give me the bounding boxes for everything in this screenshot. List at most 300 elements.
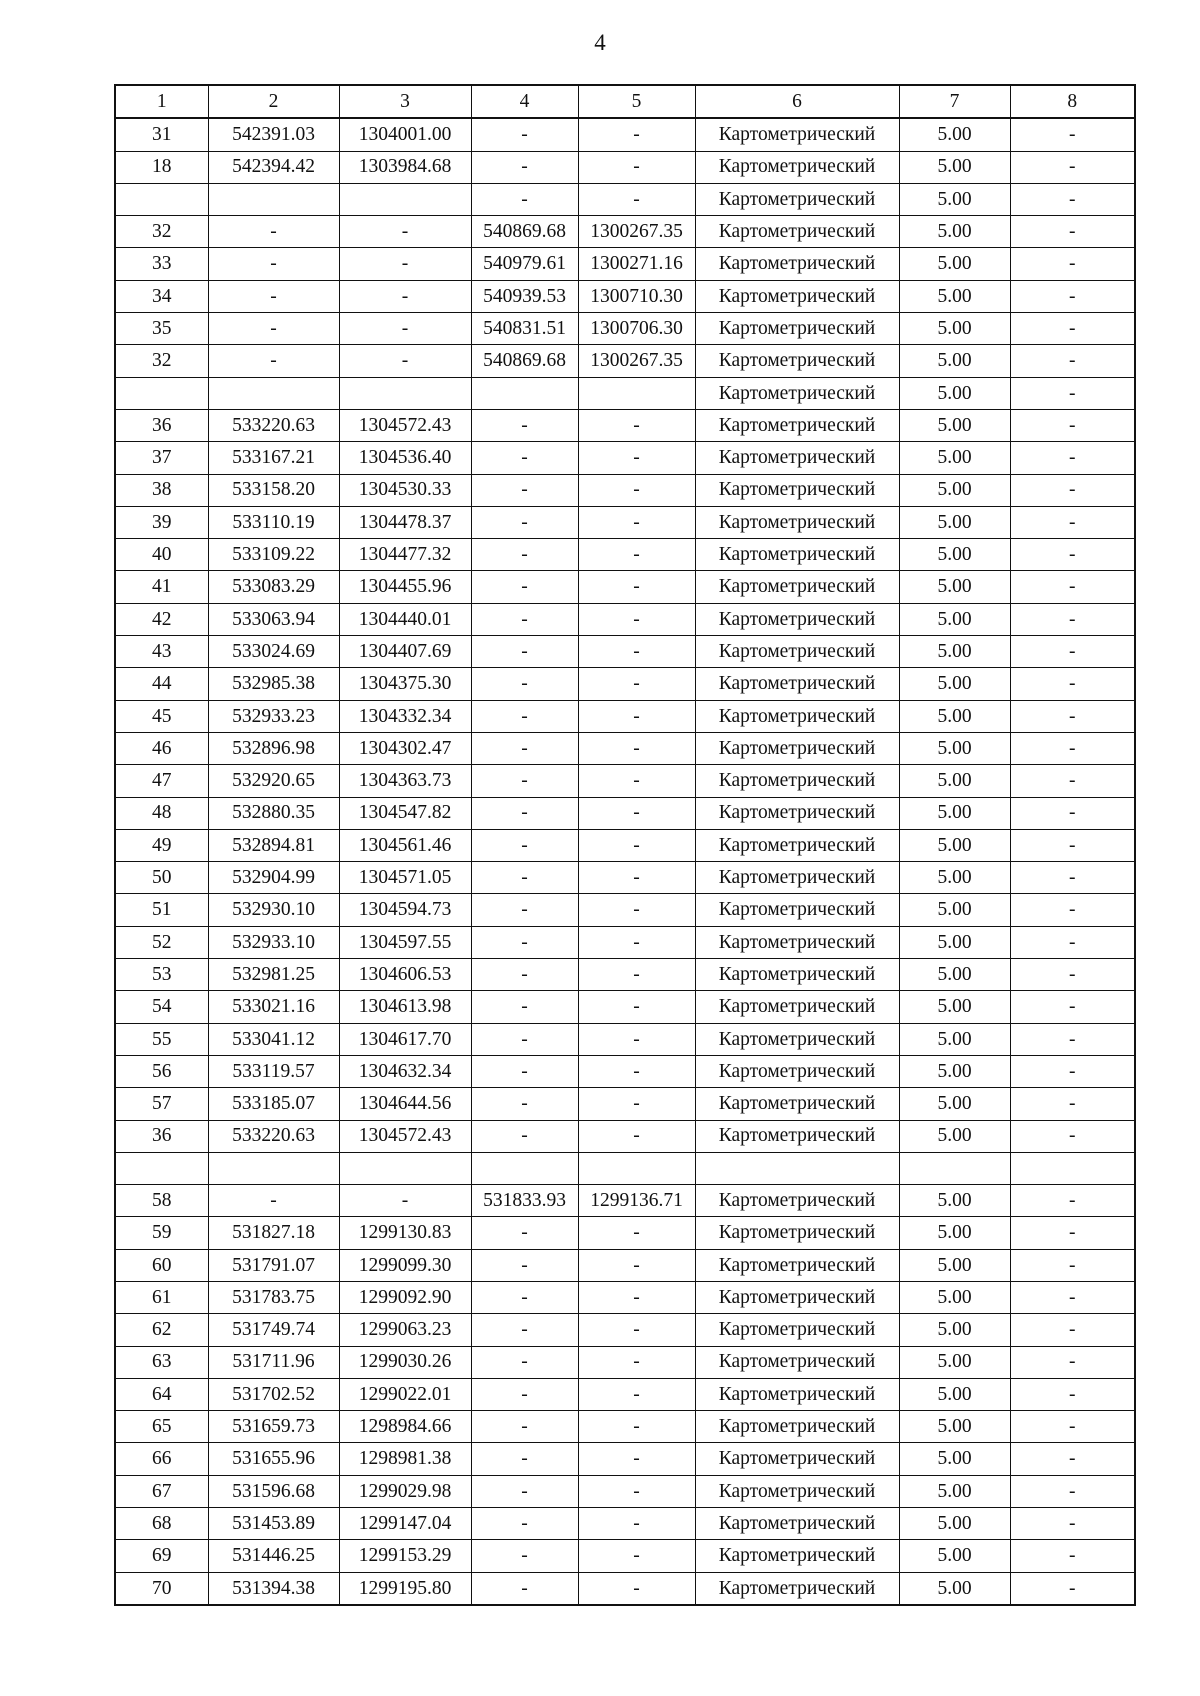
table-cell-col-4: -	[471, 603, 578, 635]
table-cell-col-1: 70	[115, 1572, 208, 1605]
table-cell-col-7: 5.00	[899, 1411, 1010, 1443]
table-cell-col-2: 531783.75	[208, 1281, 339, 1313]
table-cell-col-6: Картометрический	[695, 765, 899, 797]
table-cell-col-3: 1304363.73	[339, 765, 471, 797]
table-cell-col-2: 532880.35	[208, 797, 339, 829]
table-cell-col-7: 5.00	[899, 1120, 1010, 1152]
table-row	[115, 991, 1135, 1023]
table-row	[115, 1314, 1135, 1346]
table-row	[115, 377, 1135, 409]
table-cell-col-1: 32	[115, 345, 208, 377]
table-cell-col-1: 61	[115, 1281, 208, 1313]
table-cell-col-6: Картометрический	[695, 1249, 899, 1281]
coordinates-table	[114, 84, 1136, 1606]
table-cell-col-4: -	[471, 668, 578, 700]
table-cell-col-3: 1304375.30	[339, 668, 471, 700]
table-cell-col-1: 44	[115, 668, 208, 700]
table-row	[115, 700, 1135, 732]
table-cell-col-1: 46	[115, 732, 208, 764]
table-cell-col-6: Картометрический	[695, 862, 899, 894]
table-cell-col-4: 540939.53	[471, 280, 578, 312]
table-cell-col-4: -	[471, 700, 578, 732]
table-cell-col-7: 5.00	[899, 248, 1010, 280]
table-cell-col-1: 40	[115, 539, 208, 571]
table-cell-col-3: 1304302.47	[339, 732, 471, 764]
table-cell-col-7: 5.00	[899, 668, 1010, 700]
table-cell-col-6: Картометрический	[695, 1378, 899, 1410]
table-cell-col-8	[1010, 1152, 1135, 1184]
table-cell-col-4: -	[471, 539, 578, 571]
table-cell-col-8: -	[1010, 1023, 1135, 1055]
table-cell-col-1: 41	[115, 571, 208, 603]
table-cell-col-5: 1300706.30	[578, 313, 695, 345]
table-cell-col-1: 39	[115, 506, 208, 538]
table-cell-col-7: 5.00	[899, 539, 1010, 571]
table-cell-col-8: -	[1010, 1088, 1135, 1120]
table-cell-col-7: 5.00	[899, 442, 1010, 474]
table-cell-col-4: -	[471, 442, 578, 474]
table-cell-col-7: 5.00	[899, 700, 1010, 732]
table-row	[115, 862, 1135, 894]
table-cell-col-8: -	[1010, 1411, 1135, 1443]
table-cell-col-2: 531596.68	[208, 1475, 339, 1507]
table-cell-col-3: 1299063.23	[339, 1314, 471, 1346]
table-cell-col-8: -	[1010, 1217, 1135, 1249]
table-row	[115, 151, 1135, 183]
table-cell-col-7: 5.00	[899, 862, 1010, 894]
table-cell-col-5: -	[578, 1088, 695, 1120]
table-row	[115, 829, 1135, 861]
table-row	[115, 216, 1135, 248]
table-cell-col-5: -	[578, 1572, 695, 1605]
table-cell-col-6: Картометрический	[695, 959, 899, 991]
table-cell-col-7: 5.00	[899, 183, 1010, 215]
column-header-1: 1	[115, 85, 208, 118]
column-header-6: 6	[695, 85, 899, 118]
table-cell-col-4: 540869.68	[471, 216, 578, 248]
table-cell-col-3: 1304606.53	[339, 959, 471, 991]
table-row	[115, 603, 1135, 635]
table-cell-col-8: -	[1010, 1281, 1135, 1313]
table-cell-col-5: -	[578, 1023, 695, 1055]
table-cell-col-1: 48	[115, 797, 208, 829]
table-cell-col-8: -	[1010, 474, 1135, 506]
table-row	[115, 118, 1135, 151]
table-cell-col-5: -	[578, 991, 695, 1023]
table-cell-col-3: -	[339, 216, 471, 248]
table-cell-col-5: 1300271.16	[578, 248, 695, 280]
table-cell-col-1: 36	[115, 409, 208, 441]
table-cell-col-2: 533158.20	[208, 474, 339, 506]
table-cell-col-8: -	[1010, 700, 1135, 732]
table-row	[115, 894, 1135, 926]
table-cell-col-7: 5.00	[899, 991, 1010, 1023]
table-row	[115, 1378, 1135, 1410]
table-cell-col-3: 1304530.33	[339, 474, 471, 506]
table-cell-col-2: 533167.21	[208, 442, 339, 474]
table-cell-col-5: -	[578, 1217, 695, 1249]
table-cell-col-6: Картометрический	[695, 1443, 899, 1475]
table-cell-col-2	[208, 377, 339, 409]
table-cell-col-2: 532933.23	[208, 700, 339, 732]
table-cell-col-5: -	[578, 442, 695, 474]
table-cell-col-7: 5.00	[899, 474, 1010, 506]
table-cell-col-4: -	[471, 1120, 578, 1152]
table-cell-col-2: -	[208, 248, 339, 280]
table-cell-col-2: 532933.10	[208, 926, 339, 958]
table-cell-col-8: -	[1010, 926, 1135, 958]
table-cell-col-8: -	[1010, 797, 1135, 829]
table-cell-col-1: 60	[115, 1249, 208, 1281]
table-cell-col-4: -	[471, 797, 578, 829]
table-cell-col-7: 5.00	[899, 1475, 1010, 1507]
table-cell-col-6: Картометрический	[695, 571, 899, 603]
table-cell-col-2: 542391.03	[208, 118, 339, 151]
table-cell-col-8: -	[1010, 506, 1135, 538]
table-cell-col-5: -	[578, 603, 695, 635]
table-cell-col-5: -	[578, 1508, 695, 1540]
table-cell-col-7: 5.00	[899, 506, 1010, 538]
table-cell-col-1: 66	[115, 1443, 208, 1475]
table-cell-col-1: 64	[115, 1378, 208, 1410]
table-cell-col-7: 5.00	[899, 571, 1010, 603]
table-cell-col-4: -	[471, 959, 578, 991]
table-cell-col-2: 531791.07	[208, 1249, 339, 1281]
table-row	[115, 571, 1135, 603]
table-cell-col-7: 5.00	[899, 732, 1010, 764]
table-cell-col-6: Картометрический	[695, 1572, 899, 1605]
table-cell-col-1: 56	[115, 1055, 208, 1087]
table-cell-col-6: Картометрический	[695, 216, 899, 248]
table-cell-col-4: -	[471, 862, 578, 894]
table-cell-col-6: Картометрический	[695, 1055, 899, 1087]
table-cell-col-2: -	[208, 1185, 339, 1217]
table-cell-col-3: -	[339, 345, 471, 377]
table-cell-col-8: -	[1010, 183, 1135, 215]
table-cell-col-7: 5.00	[899, 829, 1010, 861]
table-cell-col-1: 62	[115, 1314, 208, 1346]
table-cell-col-8: -	[1010, 313, 1135, 345]
table-cell-col-1: 51	[115, 894, 208, 926]
column-header-3: 3	[339, 85, 471, 118]
table-cell-col-1: 65	[115, 1411, 208, 1443]
table-cell-col-2: 533109.22	[208, 539, 339, 571]
table-cell-col-1: 18	[115, 151, 208, 183]
table-cell-col-3: -	[339, 248, 471, 280]
table-cell-col-3: 1304572.43	[339, 1120, 471, 1152]
table-cell-col-2: -	[208, 345, 339, 377]
table-cell-col-6: Картометрический	[695, 1346, 899, 1378]
table-cell-col-4: -	[471, 894, 578, 926]
table-cell-col-8: -	[1010, 1185, 1135, 1217]
table-cell-col-5: -	[578, 765, 695, 797]
table-cell-col-2	[208, 183, 339, 215]
column-header-5: 5	[578, 85, 695, 118]
table-cell-col-6: Картометрический	[695, 1314, 899, 1346]
table-row	[115, 1185, 1135, 1217]
table-cell-col-7: 5.00	[899, 1378, 1010, 1410]
table-row	[115, 1346, 1135, 1378]
table-cell-col-6: Картометрический	[695, 118, 899, 151]
table-cell-col-4: -	[471, 1217, 578, 1249]
table-cell-col-4: -	[471, 1281, 578, 1313]
table-cell-col-6: Картометрический	[695, 894, 899, 926]
table-cell-col-5: -	[578, 539, 695, 571]
table-cell-col-4: -	[471, 1088, 578, 1120]
table-cell-col-2: 532985.38	[208, 668, 339, 700]
table-row	[115, 506, 1135, 538]
table-cell-col-2: 533024.69	[208, 636, 339, 668]
table-cell-col-1: 32	[115, 216, 208, 248]
table-cell-col-5: -	[578, 1475, 695, 1507]
table-cell-col-4: -	[471, 1055, 578, 1087]
table-cell-col-5: -	[578, 926, 695, 958]
table-cell-col-4: -	[471, 732, 578, 764]
table-cell-col-4: -	[471, 991, 578, 1023]
table-cell-col-4: -	[471, 1314, 578, 1346]
table-cell-col-1	[115, 377, 208, 409]
table-cell-col-3: 1304571.05	[339, 862, 471, 894]
table-cell-col-2: -	[208, 216, 339, 248]
table-cell-col-7: 5.00	[899, 1572, 1010, 1605]
table-cell-col-8: -	[1010, 345, 1135, 377]
table-cell-col-6: Картометрический	[695, 1120, 899, 1152]
table-cell-col-6: Картометрический	[695, 1540, 899, 1572]
table-cell-col-4: -	[471, 183, 578, 215]
table-cell-col-2: 533063.94	[208, 603, 339, 635]
table-cell-col-8: -	[1010, 151, 1135, 183]
table-cell-col-3: 1304440.01	[339, 603, 471, 635]
table-cell-col-1: 52	[115, 926, 208, 958]
table-row	[115, 1443, 1135, 1475]
table-cell-col-7: 5.00	[899, 1055, 1010, 1087]
table-cell-col-8: -	[1010, 539, 1135, 571]
table-cell-col-4: -	[471, 1411, 578, 1443]
table-cell-col-5: -	[578, 1378, 695, 1410]
table-cell-col-1: 68	[115, 1508, 208, 1540]
table-cell-col-5: -	[578, 506, 695, 538]
table-cell-col-8: -	[1010, 1055, 1135, 1087]
table-cell-col-5: -	[578, 151, 695, 183]
table-cell-col-8: -	[1010, 1508, 1135, 1540]
table-cell-col-3: 1299092.90	[339, 1281, 471, 1313]
table-row	[115, 1281, 1135, 1313]
table-cell-col-5: 1300710.30	[578, 280, 695, 312]
table-cell-col-6: Картометрический	[695, 1023, 899, 1055]
table-cell-col-6: Картометрический	[695, 991, 899, 1023]
table-cell-col-7: 5.00	[899, 280, 1010, 312]
table-cell-col-5	[578, 377, 695, 409]
table-cell-col-5: -	[578, 636, 695, 668]
table-cell-col-7: 5.00	[899, 377, 1010, 409]
table-cell-col-3: 1299022.01	[339, 1378, 471, 1410]
table-cell-col-8: -	[1010, 862, 1135, 894]
table-cell-col-2: 533021.16	[208, 991, 339, 1023]
table-cell-col-1: 67	[115, 1475, 208, 1507]
table-cell-col-5: -	[578, 959, 695, 991]
table-cell-col-6: Картометрический	[695, 474, 899, 506]
table-cell-col-2: 532920.65	[208, 765, 339, 797]
table-row	[115, 959, 1135, 991]
table-cell-col-1: 59	[115, 1217, 208, 1249]
table-cell-col-5: -	[578, 700, 695, 732]
table-cell-col-6: Картометрический	[695, 636, 899, 668]
table-cell-col-7: 5.00	[899, 118, 1010, 151]
table-cell-col-6: Картометрический	[695, 539, 899, 571]
table-cell-col-2: 531749.74	[208, 1314, 339, 1346]
table-cell-col-3: 1304597.55	[339, 926, 471, 958]
table-cell-col-2: 531446.25	[208, 1540, 339, 1572]
table-cell-col-4: -	[471, 1443, 578, 1475]
table-cell-col-8: -	[1010, 765, 1135, 797]
table-cell-col-6: Картометрический	[695, 183, 899, 215]
table-cell-col-3: 1304455.96	[339, 571, 471, 603]
table-cell-col-8: -	[1010, 1120, 1135, 1152]
table-cell-col-8: -	[1010, 894, 1135, 926]
table-cell-col-3: 1304632.34	[339, 1055, 471, 1087]
table-cell-col-5: -	[578, 1346, 695, 1378]
table-cell-col-6: Картометрический	[695, 248, 899, 280]
table-cell-col-3: 1304594.73	[339, 894, 471, 926]
table-cell-col-8: -	[1010, 668, 1135, 700]
table-cell-col-3: 1299130.83	[339, 1217, 471, 1249]
table-row	[115, 345, 1135, 377]
table-cell-col-5: 1300267.35	[578, 216, 695, 248]
table-cell-col-1	[115, 1152, 208, 1184]
table-cell-col-2: 531711.96	[208, 1346, 339, 1378]
table-cell-col-6: Картометрический	[695, 1508, 899, 1540]
table-cell-col-7: 5.00	[899, 765, 1010, 797]
table-cell-col-4: 531833.93	[471, 1185, 578, 1217]
table-cell-col-4: 540869.68	[471, 345, 578, 377]
table-cell-col-1: 31	[115, 118, 208, 151]
table-cell-col-6	[695, 1152, 899, 1184]
table-cell-col-3: 1304617.70	[339, 1023, 471, 1055]
table-cell-col-1: 63	[115, 1346, 208, 1378]
table-cell-col-3: 1304572.43	[339, 409, 471, 441]
table-cell-col-2: -	[208, 280, 339, 312]
table-cell-col-4: -	[471, 636, 578, 668]
table-cell-col-2: 532981.25	[208, 959, 339, 991]
table-cell-col-1: 57	[115, 1088, 208, 1120]
table-cell-col-6: Картометрический	[695, 1411, 899, 1443]
table-cell-col-1: 49	[115, 829, 208, 861]
table-row	[115, 280, 1135, 312]
table-cell-col-6: Картометрический	[695, 1088, 899, 1120]
table-cell-col-4: -	[471, 571, 578, 603]
table-cell-col-7: 5.00	[899, 1217, 1010, 1249]
table-cell-col-8: -	[1010, 118, 1135, 151]
table-cell-col-6: Картометрический	[695, 409, 899, 441]
table-cell-col-2: 531655.96	[208, 1443, 339, 1475]
table-cell-col-8: -	[1010, 216, 1135, 248]
table-row	[115, 248, 1135, 280]
table-cell-col-6: Картометрический	[695, 797, 899, 829]
table-cell-col-3: 1304332.34	[339, 700, 471, 732]
table-cell-col-4: 540831.51	[471, 313, 578, 345]
table-cell-col-2: 531394.38	[208, 1572, 339, 1605]
table-cell-col-6: Картометрический	[695, 1217, 899, 1249]
table-header-row	[115, 85, 1135, 118]
table-cell-col-3: 1304536.40	[339, 442, 471, 474]
table-cell-col-3	[339, 377, 471, 409]
table-cell-col-8: -	[1010, 1572, 1135, 1605]
table-cell-col-3: 1299030.26	[339, 1346, 471, 1378]
table-cell-col-2: 531453.89	[208, 1508, 339, 1540]
table-cell-col-5: -	[578, 668, 695, 700]
table-cell-col-4: -	[471, 1475, 578, 1507]
table-cell-col-7: 5.00	[899, 151, 1010, 183]
table-cell-col-3: -	[339, 313, 471, 345]
table-cell-col-8: -	[1010, 732, 1135, 764]
table-cell-col-2: 533220.63	[208, 1120, 339, 1152]
table-row	[115, 668, 1135, 700]
table-cell-col-1: 36	[115, 1120, 208, 1152]
table-cell-col-7: 5.00	[899, 1346, 1010, 1378]
table-body	[115, 118, 1135, 1605]
page-number: 4	[594, 30, 606, 55]
table-cell-col-5: 1300267.35	[578, 345, 695, 377]
table-cell-col-5: -	[578, 1249, 695, 1281]
table-cell-col-3: 1298981.38	[339, 1443, 471, 1475]
table-cell-col-7: 5.00	[899, 313, 1010, 345]
table-cell-col-4: -	[471, 1378, 578, 1410]
table-cell-col-2: 533083.29	[208, 571, 339, 603]
table-cell-col-7: 5.00	[899, 1249, 1010, 1281]
table-cell-col-5: -	[578, 1055, 695, 1087]
table-row	[115, 732, 1135, 764]
table-row	[115, 183, 1135, 215]
table-cell-col-7	[899, 1152, 1010, 1184]
table-cell-col-1: 33	[115, 248, 208, 280]
table-cell-col-7: 5.00	[899, 216, 1010, 248]
table-row	[115, 409, 1135, 441]
table-cell-col-4: -	[471, 151, 578, 183]
table-cell-col-3: 1299029.98	[339, 1475, 471, 1507]
table-row	[115, 926, 1135, 958]
table-cell-col-4: -	[471, 409, 578, 441]
table-cell-col-5: -	[578, 409, 695, 441]
table-cell-col-8: -	[1010, 280, 1135, 312]
table-cell-col-2: 533041.12	[208, 1023, 339, 1055]
table-cell-col-8: -	[1010, 571, 1135, 603]
table-cell-col-6: Картометрический	[695, 1185, 899, 1217]
table-cell-col-1: 55	[115, 1023, 208, 1055]
table-cell-col-5: -	[578, 829, 695, 861]
table-cell-col-5: -	[578, 797, 695, 829]
table-cell-col-2: -	[208, 313, 339, 345]
table-cell-col-6: Картометрический	[695, 700, 899, 732]
table-cell-col-3	[339, 183, 471, 215]
table-cell-col-1: 54	[115, 991, 208, 1023]
table-cell-col-7: 5.00	[899, 1314, 1010, 1346]
table-cell-col-2: 531659.73	[208, 1411, 339, 1443]
table-cell-col-2: 533119.57	[208, 1055, 339, 1087]
table-cell-col-6: Картометрический	[695, 1281, 899, 1313]
table-cell-col-4: 540979.61	[471, 248, 578, 280]
table-cell-col-6: Картометрический	[695, 668, 899, 700]
table-cell-col-3: 1299147.04	[339, 1508, 471, 1540]
table-cell-col-1: 69	[115, 1540, 208, 1572]
table-cell-col-6: Картометрический	[695, 313, 899, 345]
table-cell-col-4	[471, 1152, 578, 1184]
table-cell-col-8: -	[1010, 1249, 1135, 1281]
table-cell-col-1: 42	[115, 603, 208, 635]
table-cell-col-5: -	[578, 1540, 695, 1572]
table-cell-col-3: -	[339, 1185, 471, 1217]
table-cell-col-8: -	[1010, 603, 1135, 635]
column-header-8: 8	[1010, 85, 1135, 118]
